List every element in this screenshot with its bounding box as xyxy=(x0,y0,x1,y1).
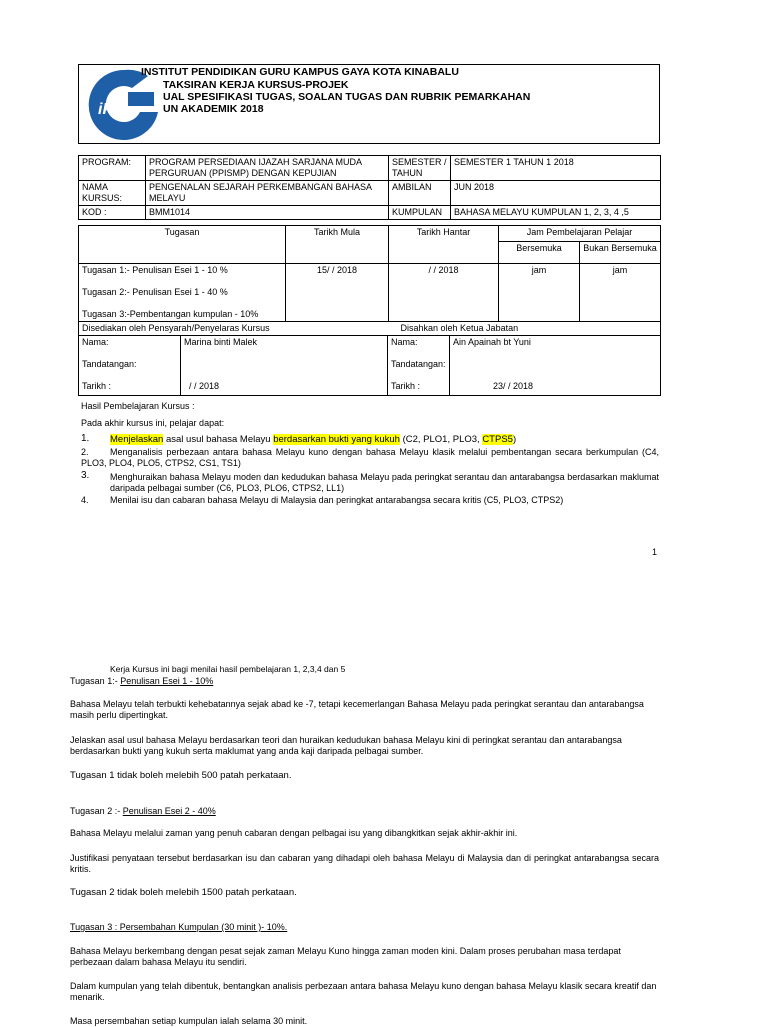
header-bukan-bersemuka: Bukan Bersemuka xyxy=(580,242,661,264)
program-label: PROGRAM: xyxy=(79,156,146,181)
semester-value: SEMESTER 1 TAHUN 1 2018 xyxy=(451,156,661,181)
ambilan-label: AMBILAN xyxy=(389,181,451,206)
right-signature-values xyxy=(450,336,661,396)
outcome-4: Menilai isu dan cabaran bahasa Melayu di Malaysia dan peringkat antarabangsa secara kritis (C5, PLO3, CTPS2) xyxy=(110,495,564,505)
outcome-4-number: 4. xyxy=(81,495,89,505)
right-signature-labels: Nama: Tandatangan: Tarikh : xyxy=(388,336,450,396)
outcome-3-number: 3. xyxy=(81,470,90,481)
page-number: 1 xyxy=(652,547,658,557)
task-3-paragraph-3: Masa persembahan setiap kumpulan ialah selama 30 minit. xyxy=(70,1016,308,1026)
disahkan-label: Disahkan oleh Ketua Jabatan xyxy=(499,322,661,336)
prepared-date: / / 2018 xyxy=(189,381,220,391)
semester-label: SEMESTER / TAHUN xyxy=(389,156,451,181)
task-1-word-limit: Tugasan 1 tidak boleh melebih 500 patah perkataan. xyxy=(70,770,292,781)
outcomes-intro: Pada akhir kursus ini, pelajar dapat: xyxy=(81,418,225,428)
outcome-3: Menghuraikan bahasa Melayu moden dan kedudukan bahasa Melayu pada peringkat serantau dan antarabangsa berdasarkan maklumat daripada pelbagai sumber (C6, PLO3, PLO6, CTPS2, LL1) xyxy=(110,472,659,493)
task-3: Tugasan 3:-Pembentangan kumpulan - 10% xyxy=(82,309,259,319)
ambilan-value: JUN 2018 xyxy=(451,181,661,206)
logo-text: iPG xyxy=(98,101,126,118)
task-2-paragraph-1: Bahasa Melayu melalui zaman yang penuh cabaran dengan pelbagai isu yang dibangkitkan sejak akhir-akhir ini. xyxy=(70,828,518,838)
approved-by-name: Ain Apainah bt Yuni xyxy=(453,337,531,347)
outcome-2: Menganalisis perbezaan antara bahasa Melayu kuno dengan bahasa Melayu klasik melalui pembentangan secara berkumpulan (C4, PLO3, PLO4, PLO5, CTPS2, CS1, TS1) xyxy=(81,447,659,468)
jam-bukan-bersemuka-value: jam xyxy=(580,264,661,322)
outcome-1-number: 1. xyxy=(81,433,90,444)
outcome-1: Menjelaskan asal usul bahasa Melayu berdasarkan bukti yang kukuh (C2, PLO1, PLO3, CTPS5) xyxy=(110,434,517,445)
nama-kursus-label: NAMA KURSUS: xyxy=(79,181,146,206)
task-2-word-limit: Tugasan 2 tidak boleh melebih 1500 patah perkataan. xyxy=(70,887,297,898)
task-2-heading: Tugasan 2 :- Penulisan Esei 2 - 40% xyxy=(70,806,216,816)
task-3-paragraph-1: Bahasa Melayu berkembang dengan pesat sejak zaman Melayu Kuno hingga zaman moden kini. Dalam proses perubahan masa terdapat perbezaan dalam bahasa Melayu itu sendiri. xyxy=(70,946,621,967)
left-signature-values xyxy=(181,336,388,396)
task-1-paragraph-2: Jelaskan asal usul bahasa Melayu berdasarkan teori dan huraikan kedudukan bahasa Melayu kini di peringkat serantau dan antarabangsa berdasarkan bukti yang kukuh serta maklumat yang anda kaji daripada pelbagai sumber. xyxy=(70,735,622,756)
header-line-2: TAKSIRAN KERJA KURSUS-PROJEK xyxy=(163,79,349,91)
task-1: Tugasan 1:- Penulisan Esei 1 - 10 % xyxy=(82,265,228,275)
task-2-paragraph-2: Justifikasi penyataan tersebut berdasarkan isu dan cabaran yang dihadapi oleh bahasa Melayu di Malaysia dan di peringkat antarabangsa secara kritis. xyxy=(70,853,659,874)
tarikh-mula-value: 15/ / 2018 xyxy=(286,264,389,322)
disediakan-label: Disediakan oleh Pensyarah/Penyelaras Kursus xyxy=(79,322,499,336)
prepared-by-name: Marina binti Malek xyxy=(184,337,258,347)
header-tarikh-mula: Tarikh Mula xyxy=(286,226,389,264)
header-tarikh-hantar: Tarikh Hantar xyxy=(389,226,499,264)
kod-label: KOD : xyxy=(79,206,146,220)
task-2: Tugasan 2:- Penulisan Esei 1 - 40 % xyxy=(82,287,228,297)
ipg-logo xyxy=(88,68,160,142)
task-list-cell xyxy=(79,264,286,322)
header-tugasan: Tugasan xyxy=(79,226,286,264)
header-line-3: UAL SPESIFIKASI TUGAS, SOALAN TUGAS DAN RUBRIK PEMARKAHAN xyxy=(163,91,531,103)
signature-table xyxy=(78,335,661,396)
kumpulan-label: KUMPULAN xyxy=(389,206,451,220)
header-line-4: UN AKADEMIK 2018 xyxy=(163,103,264,115)
course-info-table xyxy=(78,155,661,220)
document-header xyxy=(78,64,660,144)
kerja-kursus-note: Kerja Kursus ini bagi menilai hasil pembelajaran 1, 2,3,4 dan 5 xyxy=(110,664,346,674)
program-value: PROGRAM PERSEDIAAN IJAZAH SARJANA MUDA PERGURUAN (PPISMP) DENGAN KEPUJIAN xyxy=(146,156,389,181)
left-signature-labels: Nama: Tandatangan: Tarikh : xyxy=(79,336,181,396)
header-line-1: INSTITUT PENDIDIKAN GURU KAMPUS GAYA KOTA KINABALU xyxy=(141,66,459,78)
approved-date: 23/ / 2018 xyxy=(493,381,534,391)
outcome-2-number: 2. xyxy=(81,447,89,457)
nama-kursus-value: PENGENALAN SEJARAH PERKEMBANGAN BAHASA MELAYU xyxy=(146,181,389,206)
outcomes-title: Hasil Pembelajaran Kursus : xyxy=(81,401,195,411)
task-1-paragraph-1: Bahasa Melayu telah terbukti kehebatannya sejak abad ke -7, tetapi kecemerlangan Bahasa Melayu pada peringkat serantau dan antarabangsa masih perlu dipertingkat. xyxy=(70,699,644,720)
header-jam-pembelajaran: Jam Pembelajaran Pelajar xyxy=(499,226,661,242)
task-table xyxy=(78,225,661,336)
kod-value: BMM1014 xyxy=(146,206,389,220)
kumpulan-value: BAHASA MELAYU KUMPULAN 1, 2, 3, 4 ,5 xyxy=(451,206,661,220)
task-1-heading: Tugasan 1:- Penulisan Esei 1 - 10% xyxy=(70,676,214,686)
jam-bersemuka-value: jam xyxy=(499,264,580,322)
header-bersemuka: Bersemuka xyxy=(499,242,580,264)
tarikh-hantar-value: / / 2018 xyxy=(389,264,499,322)
task-3-heading: Tugasan 3 : Persembahan Kumpulan (30 minit )- 10%. xyxy=(70,922,288,932)
task-3-paragraph-2: Dalam kumpulan yang telah dibentuk, bentangkan analisis perbezaan antara bahasa Melayu kuno dengan bahasa Melayu klasik secara kreatif dan menarik. xyxy=(70,981,657,1002)
